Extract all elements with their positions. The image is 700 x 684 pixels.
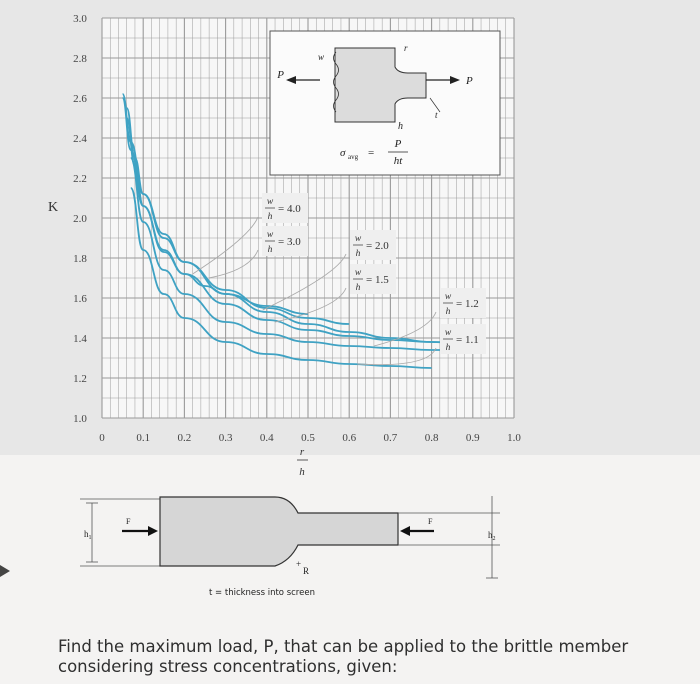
annotation-value: = 4.0: [278, 203, 301, 215]
x-axis-label-numerator: r: [299, 446, 305, 458]
thickness-caption: t = thickness into screen: [209, 588, 315, 598]
x-axis-label-denominator: h: [299, 466, 305, 478]
x-tick-label: 0: [99, 432, 105, 444]
annotation-value: = 1.5: [366, 274, 389, 286]
question-text: Find the maximum load, P, that can be applied to the brittle member considering stress concentrations, given:: [58, 637, 629, 676]
x-tick-label: 1.0: [507, 432, 521, 444]
inset-thickness-label: t: [435, 110, 438, 120]
annotation-value: = 1.2: [456, 298, 479, 310]
inset-width-label: w: [318, 52, 325, 62]
y-axis-label: K: [48, 200, 59, 215]
h2-label: $h_2$: [488, 530, 496, 542]
y-tick-label: 2.4: [73, 133, 87, 145]
inset-radius-label: r: [404, 43, 408, 53]
x-tick-label: 0.8: [424, 432, 439, 444]
x-tick-label: 0.5: [301, 432, 315, 444]
radius-label: R: [303, 566, 310, 576]
annotation-denominator: h: [355, 249, 361, 259]
h1-label: $h_1$: [84, 529, 92, 541]
y-tick-label: 2.6: [73, 93, 87, 105]
annotation-numerator: w: [444, 328, 452, 338]
radius-marker: +: [296, 559, 302, 569]
y-tick-label: 1.0: [73, 413, 87, 425]
y-tick-label: 2.2: [73, 173, 87, 185]
y-tick-label: 2.8: [73, 53, 87, 65]
x-tick-label: 0.7: [383, 432, 398, 444]
annotation-value: = 2.0: [366, 240, 389, 252]
x-tick-label: 0.2: [177, 432, 192, 444]
annotation-denominator: h: [267, 245, 273, 255]
y-tick-label: 3.0: [73, 13, 87, 25]
annotation-numerator: w: [266, 197, 274, 207]
y-tick-label: 1.4: [73, 333, 87, 345]
y-tick-label: 1.2: [73, 373, 87, 385]
annotation-value: = 3.0: [278, 236, 301, 248]
inset-height-label: h: [398, 121, 403, 132]
x-tick-label: 0.1: [136, 432, 151, 444]
force-right-label: F: [428, 517, 433, 526]
annotation-numerator: w: [354, 234, 362, 244]
annotation-denominator: h: [445, 343, 451, 353]
y-tick-label: 1.8: [73, 253, 87, 265]
inset-load-left: P: [277, 69, 284, 81]
x-tick-label: 0.3: [218, 432, 233, 444]
annotation-denominator: h: [355, 283, 361, 293]
formula-equals: =: [368, 147, 375, 159]
annotation-value: = 1.1: [456, 334, 479, 346]
annotation-numerator: w: [444, 292, 452, 302]
annotation-numerator: w: [266, 230, 274, 240]
inset-load-right: P: [466, 75, 473, 87]
annotation-denominator: h: [267, 212, 273, 222]
annotation-denominator: h: [445, 307, 451, 317]
x-tick-label: 0.4: [259, 432, 274, 444]
x-tick-label: 0.9: [465, 432, 480, 444]
y-tick-label: 1.6: [73, 293, 87, 305]
y-tick-label: 2.0: [73, 213, 87, 225]
force-left-label: F: [126, 517, 131, 526]
formula-denominator: ht: [393, 155, 403, 167]
sigma-subscript: avg: [348, 153, 359, 161]
x-tick-label: 0.6: [342, 432, 357, 444]
formula-numerator: P: [394, 138, 402, 150]
inset-diagram: [270, 31, 500, 175]
annotation-numerator: w: [354, 268, 362, 278]
sigma-symbol: σ: [340, 147, 346, 159]
